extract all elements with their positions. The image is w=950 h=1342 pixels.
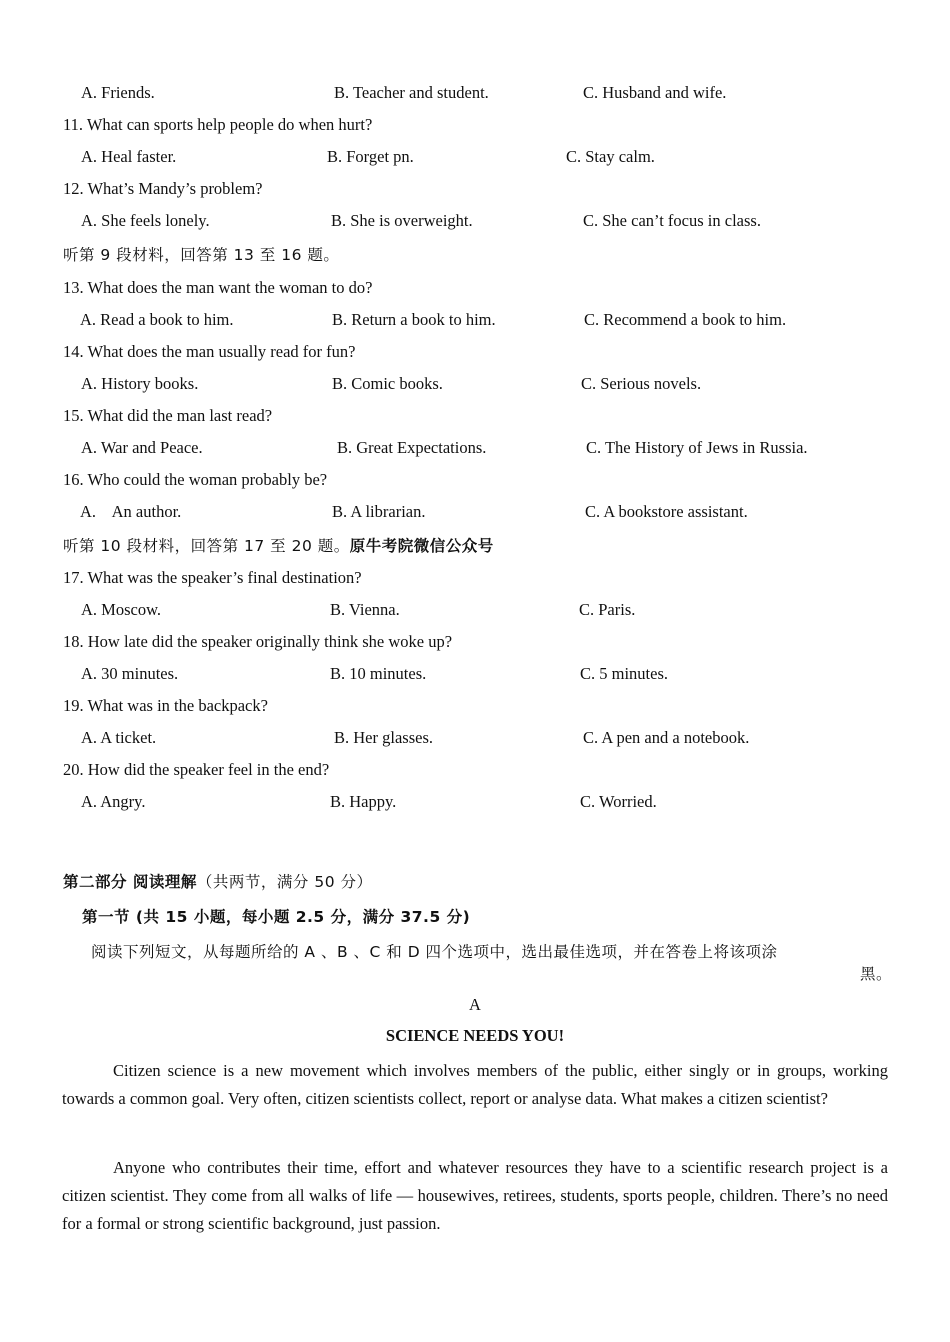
q19-options bbox=[0, 727, 950, 749]
section-10-instruction bbox=[63, 535, 494, 557]
reading-instruction-line-2: 黑。 bbox=[859, 965, 892, 983]
q18-option-b: B. 10 minutes. bbox=[330, 664, 427, 683]
q19-option-a: A. A ticket. bbox=[81, 728, 157, 747]
q12-option-a: A. She feels lonely. bbox=[81, 211, 210, 230]
q10-option-b: B. Teacher and student. bbox=[334, 83, 489, 102]
q16-option-b: B. A librarian. bbox=[332, 502, 426, 521]
reading-instruction-line-1: 阅读下列短文，从每题所给的 A 、B 、C 和 D 四个选项中，选出最佳选项，并在答卷上将该项涂 bbox=[91, 943, 778, 961]
q20-option-b: B. Happy. bbox=[330, 792, 397, 811]
q18-option-c: C. 5 minutes. bbox=[580, 664, 669, 683]
q16-option-c: C. A bookstore assistant. bbox=[585, 502, 748, 521]
q12-question: 12. What’s Mandy’s problem? bbox=[63, 179, 263, 198]
q15-option-c: C. The History of Jews in Russia. bbox=[586, 438, 808, 457]
section-10-text: 听第 10 段材料，回答第 17 至 20 题。 bbox=[63, 537, 350, 555]
passage-paragraph-1: Citizen science is a new movement which involves members of the public, either singly or in groups, working towards a common goal. Very often, citizen scientists collect, report or analyse data. What makes a citizen scientist? bbox=[62, 1061, 888, 1108]
section-1-heading: 第一节 (共 15 小题，每小题 2.5 分，满分 37.5 分) bbox=[82, 908, 471, 926]
q12-option-b: B. She is overweight. bbox=[331, 211, 473, 230]
q10-options bbox=[0, 82, 950, 104]
passage-paragraph-2: Anyone who contributes their time, effort and whatever resources they have to a scientific research project is a citizen scientist. They come from all walks of life — housewives, retirees, students, sports people, children. There’s no need for a formal or strong scientific background, just passion. bbox=[62, 1158, 888, 1233]
q14-option-b: B. Comic books. bbox=[332, 374, 443, 393]
q12-options bbox=[0, 210, 950, 232]
section-9-instruction: 听第 9 段材料，回答第 13 至 16 题。 bbox=[63, 246, 340, 264]
q17-question: 17. What was the speaker’s final destination? bbox=[63, 568, 362, 587]
q11-option-c: C. Stay calm. bbox=[566, 147, 655, 166]
part-2-note: （共两节，满分 50 分） bbox=[196, 873, 373, 891]
q18-options bbox=[0, 663, 950, 685]
q16-options bbox=[0, 501, 950, 523]
q12-option-c: C. She can’t focus in class. bbox=[583, 211, 761, 230]
q10-option-a: A. Friends. bbox=[81, 83, 155, 102]
q14-question: 14. What does the man usually read for fun? bbox=[63, 342, 356, 361]
q20-option-a: A. Angry. bbox=[81, 792, 146, 811]
q15-option-a: A. War and Peace. bbox=[81, 438, 203, 457]
q15-option-b: B. Great Expectations. bbox=[337, 438, 487, 457]
q11-question: 11. What can sports help people do when hurt? bbox=[63, 115, 373, 134]
q17-option-b: B. Vienna. bbox=[330, 600, 400, 619]
q17-option-c: C. Paris. bbox=[579, 600, 636, 619]
q15-options bbox=[0, 437, 950, 459]
q11-options bbox=[0, 146, 950, 168]
q18-option-a: A. 30 minutes. bbox=[81, 664, 179, 683]
q10-option-c: C. Husband and wife. bbox=[583, 83, 727, 102]
passage-title: SCIENCE NEEDS YOU! bbox=[385, 1026, 565, 1045]
q16-question: 16. Who could the woman probably be? bbox=[63, 470, 328, 489]
watermark-text: 原牛考院微信公众号 bbox=[349, 537, 494, 555]
q13-option-c: C. Recommend a book to him. bbox=[584, 310, 787, 329]
q13-option-b: B. Return a book to him. bbox=[332, 310, 496, 329]
q13-options bbox=[0, 309, 950, 331]
q11-option-a: A. Heal faster. bbox=[81, 147, 177, 166]
part-2-title: 第二部分 阅读理解 bbox=[63, 873, 197, 891]
q14-options bbox=[0, 373, 950, 395]
passage-letter: A bbox=[469, 995, 481, 1014]
part-2-heading bbox=[63, 871, 372, 893]
q20-question: 20. How did the speaker feel in the end? bbox=[63, 760, 330, 779]
q17-options bbox=[0, 599, 950, 621]
q18-question: 18. How late did the speaker originally think she woke up? bbox=[63, 632, 453, 651]
q15-question: 15. What did the man last read? bbox=[63, 406, 273, 425]
q19-question: 19. What was in the backpack? bbox=[63, 696, 268, 715]
q20-options bbox=[0, 791, 950, 813]
q13-option-a: A. Read a book to him. bbox=[80, 310, 234, 329]
q19-option-c: C. A pen and a notebook. bbox=[583, 728, 750, 747]
q16-option-a: A. An author. bbox=[80, 502, 182, 521]
q14-option-a: A. History books. bbox=[81, 374, 199, 393]
q19-option-b: B. Her glasses. bbox=[334, 728, 433, 747]
q14-option-c: C. Serious novels. bbox=[581, 374, 702, 393]
q17-option-a: A. Moscow. bbox=[81, 600, 162, 619]
q20-option-c: C. Worried. bbox=[580, 792, 657, 811]
q13-question: 13. What does the man want the woman to do? bbox=[63, 278, 373, 297]
q11-option-b: B. Forget pn. bbox=[327, 147, 414, 166]
